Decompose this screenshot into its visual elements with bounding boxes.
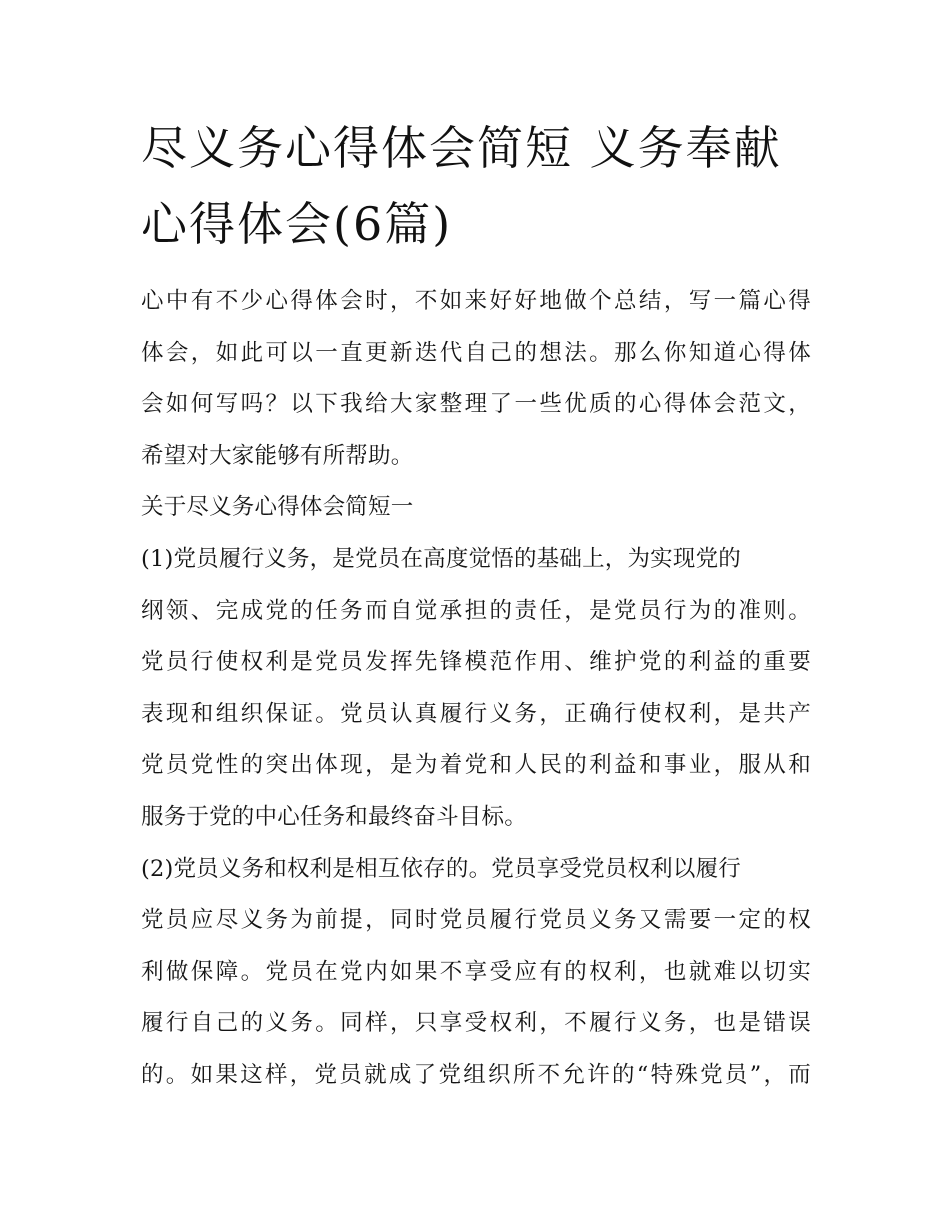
section-heading: 关于尽义务心得体会简短一 <box>141 494 414 521</box>
title-line-1: 尽义务心得体会简短 义务奉献 <box>141 121 782 175</box>
text-line: 党员党性的突出体现，是为着党和人民的利益和事业，服从和 <box>141 752 811 779</box>
text-line: 的。如果这样，党员就成了党组织所不允许的“特殊党员”，而 <box>141 1061 811 1088</box>
text-line: 党员行使权利是党员发挥先锋模范作用、维护党的利益的重要 <box>141 649 811 676</box>
text-line: 履行自己的义务。同样，只享受权利，不履行义务，也是错误 <box>141 1010 811 1037</box>
text-line: 利做保障。党员在党内如果不享受应有的权利，也就难以切实 <box>141 958 811 985</box>
text-line: (2)党员义务和权利是相互依存的。党员享受党员权利以履行 <box>141 855 741 882</box>
text-line: 体会，如此可以一直更新迭代自己的想法。那么你知道心得体 <box>141 339 811 366</box>
text-line: 表现和组织保证。党员认真履行义务，正确行使权利，是共产 <box>141 700 811 727</box>
document-body <box>141 281 811 1107</box>
text-line: 希望对大家能够有所帮助。 <box>141 442 414 469</box>
text-line: 党员应尽义务为前提，同时党员履行党员义务又需要一定的权 <box>141 907 811 934</box>
text-line: (1)党员履行义务，是党员在高度觉悟的基础上，为实现党的 <box>141 545 741 572</box>
title-line-2: 心得体会(6篇) <box>141 197 453 251</box>
text-line: 服务于党的中心任务和最终奋斗目标。 <box>141 803 527 830</box>
document-title <box>141 110 821 262</box>
text-line: 会如何写吗？以下我给大家整理了一些优质的心得体会范文， <box>141 391 811 418</box>
text-line: 纲领、完成党的任务而自觉承担的责任，是党员行为的准则。 <box>141 597 811 624</box>
text-line: 心中有不少心得体会时，不如来好好地做个总结，写一篇心得 <box>141 288 811 314</box>
